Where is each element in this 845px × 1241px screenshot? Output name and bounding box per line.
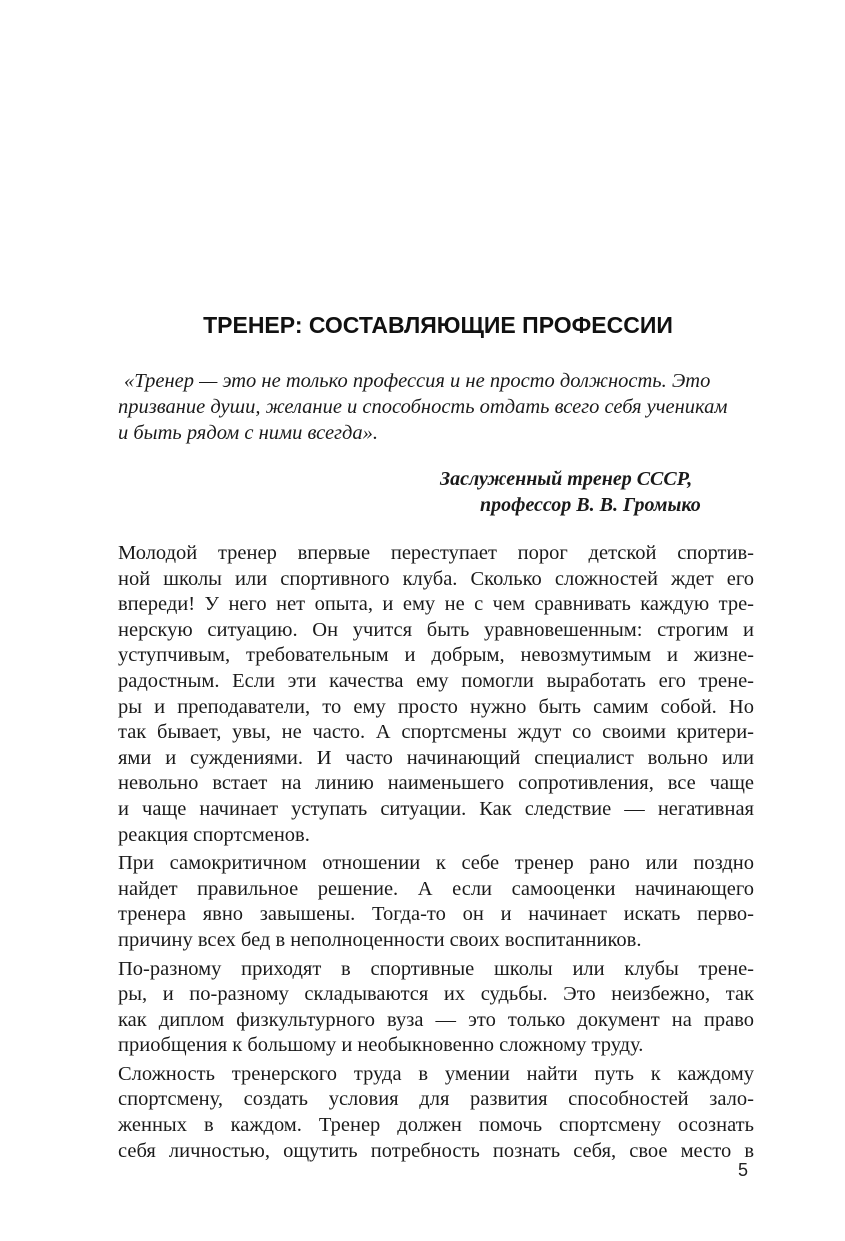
epigraph-attribution (380, 466, 730, 518)
text-line: Сложность тренерского труда в умении найти путь к каждому (118, 1062, 754, 1085)
text-line: ры и преподаватели, то ему просто нужно быть самим собой. Но (118, 695, 754, 718)
text-line: впереди! У него нет опыта, и ему не с чем сравнивать каждую тре- (118, 593, 754, 616)
text-line: так бывает, увы, не часто. А спортсмены ждут со своими критери- (118, 721, 754, 744)
text-line: нерскую ситуацию. Он учится быть уравновешенным: строгим и (118, 618, 754, 641)
text-line: найдет правильное решение. А если самооценки начинающего (118, 877, 754, 900)
text-line: как диплом физкультурного вуза — это только документ на право (118, 1008, 754, 1031)
text-line: невольно встает на линию наименьшего сопротивления, все чаще (118, 772, 754, 795)
text-line: приобщения к большому и необыкновенно сложному труду. (118, 1034, 644, 1057)
text-line: Молодой тренер впервые переступает порог детской спортив- (118, 542, 754, 564)
epigraph-line: призвание души, желание и способность отдать всего себя ученикам (118, 396, 728, 418)
text-line: При самокритичном отношении к себе тренер рано или поздно (118, 852, 754, 875)
epigraph-line: «Тренер — это не только профессия и не просто должность. Это (124, 370, 711, 392)
paragraph (118, 541, 758, 848)
text-line: женных в каждом. Тренер должен помочь спортсмену осознать (118, 1114, 754, 1137)
body-text (118, 541, 758, 1167)
text-line: себя личностью, ощутить потребность познать себя, свое место в (118, 1139, 754, 1162)
text-line: причину всех бед в неполноценности своих воспитанников. (118, 928, 642, 951)
text-line: радостным. Если эти качества ему помогли выработать его трене- (118, 669, 754, 692)
epigraph-line: и быть рядом с ними всегда». (118, 422, 379, 444)
attribution-line: профессор В. В. Громыко (480, 494, 701, 516)
text-line: уступчивым, требовательным и добрым, невозмутимым и жизне- (118, 644, 754, 667)
page-number: 5 (738, 1160, 749, 1180)
text-line: По-разному приходят в спортивные школы или клубы трене- (118, 957, 754, 980)
text-line: и чаще начинает уступать ситуации. Как следствие — негативная (118, 797, 754, 820)
page-title: ТРЕНЕР: СОСТАВЛЯЮЩИЕ ПРОФЕССИИ (203, 312, 673, 338)
text-line: ной школы или спортивного клуба. Сколько сложностей ждет его (118, 567, 754, 590)
paragraph (118, 851, 758, 953)
text-line: ями и суждениями. И часто начинающий специалист вольно или (118, 746, 754, 769)
text-line: спортсмену, создать условия для развития способностей зало- (118, 1088, 754, 1111)
text-line: реакция спортсменов. (118, 823, 310, 846)
text-line: ры, и по-разному складываются их судьбы. Это неизбежно, так (118, 983, 754, 1006)
attribution-line: Заслуженный тренер СССР, (440, 468, 693, 490)
text-line: тренера явно завышены. Тогда-то он и начинает искать перво- (118, 903, 754, 926)
epigraph (118, 368, 758, 446)
paragraph (118, 1062, 758, 1164)
paragraph (118, 957, 758, 1059)
